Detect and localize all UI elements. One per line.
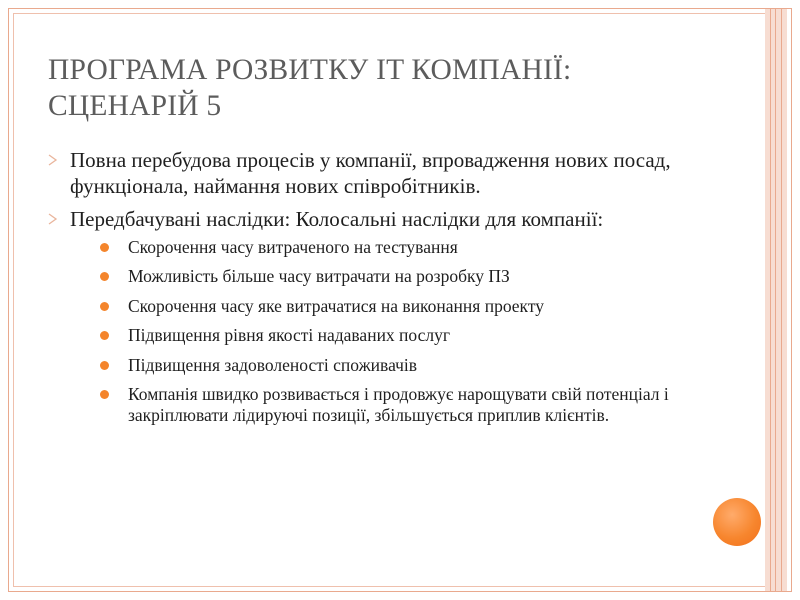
- sub-bullet-text: Підвищення рівня якості надаваних послуг: [128, 325, 451, 345]
- bullet-arrow-icon: [48, 154, 58, 166]
- sub-bullet-item: [70, 325, 706, 346]
- slide-body: [46, 148, 706, 435]
- decorative-side-band: [765, 9, 787, 591]
- sub-bullet-text: Можливість більше часу витрачати на розробку ПЗ: [128, 266, 510, 286]
- sub-bullet-item: [70, 384, 706, 426]
- sub-bullet-text: Скорочення часу яке витрачатися на виконання проекту: [128, 295, 544, 316]
- sub-bullet-list: [70, 237, 706, 427]
- orange-dot-bullet-icon: [100, 331, 109, 340]
- sub-bullet-text: Компанія швидко розвивається і продовжує нарощувати свій потенціал і закріплювати лідируючі позиції, збільшується приплив клієнтів.: [128, 384, 669, 425]
- orange-dot-bullet-icon: [100, 361, 109, 370]
- orange-dot-bullet-icon: [100, 243, 109, 252]
- bullet-item-1: [46, 148, 706, 199]
- sub-bullet-text: Скорочення часу витраченого на тестування: [128, 236, 458, 257]
- sub-bullet-item: [70, 296, 706, 317]
- orange-circle-decoration: [713, 498, 761, 546]
- orange-dot-bullet-icon: [100, 302, 109, 311]
- orange-dot-bullet-icon: [100, 272, 109, 281]
- slide-title: [48, 52, 748, 124]
- bullet-item-2: [46, 207, 706, 426]
- sub-bullet-item: [70, 355, 706, 376]
- bullet-arrow-icon: [48, 213, 58, 225]
- sub-bullet-item: [70, 266, 706, 287]
- sub-bullet-item: [70, 237, 706, 258]
- slide-title-line-1: ПРОГРАМА РОЗВИТКУ IT КОМПАНІЇ:: [48, 54, 572, 86]
- bullet-text: Передбачувані наслідки: Колосальні наслідки для компанії:: [70, 207, 604, 231]
- sub-bullet-text: Підвищення задоволеності споживачів: [128, 354, 418, 375]
- orange-dot-bullet-icon: [100, 390, 109, 399]
- slide-title-line-2: СЦЕНАРІЙ 5: [48, 90, 222, 122]
- bullet-text: Повна перебудова процесів у компанії, впровадження нових посад, функціонала, наймання нових співробітників.: [70, 148, 671, 198]
